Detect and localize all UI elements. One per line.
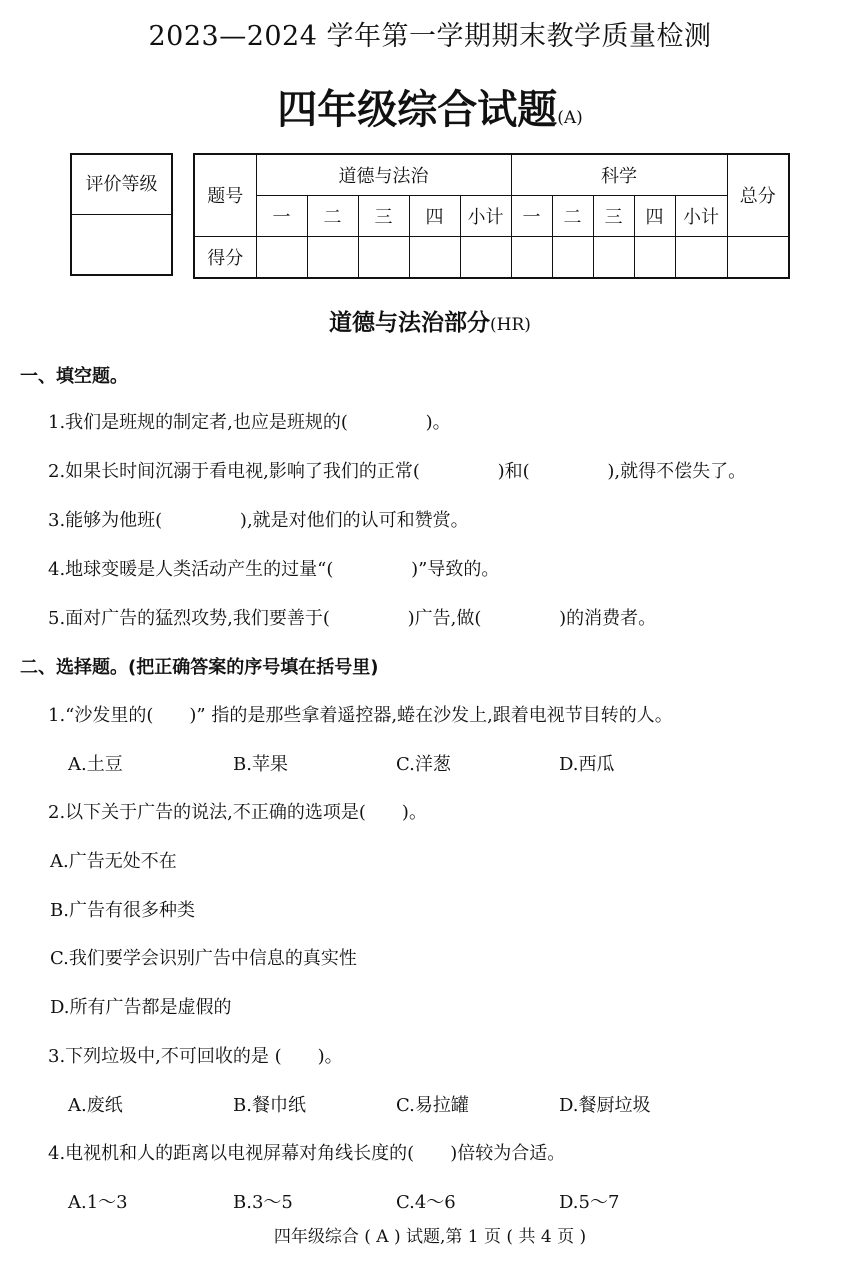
q3-option-c: C.易拉罐 [396, 1095, 469, 1116]
score-cell[interactable] [593, 236, 634, 278]
col-header: 小计 [460, 195, 511, 236]
q1-option-c: C.洋葱 [396, 754, 451, 775]
fill-question-3: 3.能够为他班( ),就是对他们的认可和赞赏。 [48, 510, 469, 531]
section-title-text: 道德与法治部分 [329, 310, 491, 336]
part1-heading: 一、填空题。 [20, 366, 128, 387]
evaluation-box [70, 153, 173, 276]
col-header: 二 [552, 195, 593, 236]
score-table [193, 153, 790, 279]
subject-moral-header: 道德与法治 [256, 154, 511, 195]
q2-option-c: C.我们要学会识别广告中信息的真实性 [50, 948, 357, 969]
page-title [0, 78, 860, 135]
score-cell[interactable] [634, 236, 675, 278]
q1-option-a: A.土豆 [68, 754, 123, 775]
col-header: 一 [256, 195, 307, 236]
question-no-header: 题号 [194, 154, 256, 236]
q4-option-c: C.4～6 [396, 1192, 456, 1213]
col-header: 四 [634, 195, 675, 236]
score-row-label: 得分 [194, 236, 256, 278]
choice-question-1: 1.“沙发里的( )” 指的是那些拿着遥控器,蜷在沙发上,跟着电视节目转的人。 [48, 705, 673, 726]
fill-question-2: 2.如果长时间沉溺于看电视,影响了我们的正常( )和( ),就得不偿失了。 [48, 461, 747, 482]
q2-option-d: D.所有广告都是虚假的 [50, 997, 232, 1018]
col-header: 一 [511, 195, 552, 236]
q4-option-d: D.5～7 [559, 1192, 620, 1213]
q2-option-b: B.广告有很多种类 [50, 900, 195, 921]
score-cell[interactable] [307, 236, 358, 278]
title-suffix: (A) [557, 108, 583, 128]
q3-option-d: D.餐厨垃圾 [559, 1095, 651, 1116]
section-suffix: (HR) [490, 315, 531, 335]
fill-question-1: 1.我们是班规的制定者,也应是班规的( )。 [48, 412, 451, 433]
q4-option-b: B.3～5 [233, 1192, 293, 1213]
col-header: 二 [307, 195, 358, 236]
choice-question-3: 3.下列垃圾中,不可回收的是 ( )。 [48, 1046, 343, 1067]
col-header: 小计 [675, 195, 727, 236]
q2-option-a: A.广告无处不在 [50, 851, 177, 872]
total-header: 总分 [727, 154, 789, 236]
q1-option-d: D.西瓜 [559, 754, 615, 775]
col-header: 三 [593, 195, 634, 236]
exam-header: 2023—2024 学年第一学期期末教学质量检测 [148, 21, 712, 52]
score-cell[interactable] [511, 236, 552, 278]
title-text: 四年级综合试题 [277, 87, 558, 133]
page-footer: 四年级综合 ( A ) 试题,第 1 页 ( 共 4 页 ) [273, 1227, 587, 1247]
score-cell[interactable] [358, 236, 409, 278]
score-cell[interactable] [675, 236, 727, 278]
fill-question-4: 4.地球变暖是人类活动产生的过量“( )”导致的。 [48, 559, 500, 580]
score-cell[interactable] [409, 236, 460, 278]
subject-science-header: 科学 [511, 154, 727, 195]
q4-option-a: A.1～3 [68, 1192, 128, 1213]
fill-question-5: 5.面对广告的猛烈攻势,我们要善于( )广告,做( )的消费者。 [48, 608, 657, 629]
q1-option-b: B.苹果 [233, 754, 288, 775]
q3-option-b: B.餐巾纸 [233, 1095, 306, 1116]
score-cell[interactable] [256, 236, 307, 278]
choice-question-2: 2.以下关于广告的说法,不正确的选项是( )。 [48, 802, 427, 823]
part2-heading: 二、选择题。(把正确答案的序号填在括号里) [20, 657, 379, 678]
evaluation-label: 评价等级 [72, 155, 171, 215]
q3-option-a: A.废纸 [68, 1095, 123, 1116]
col-header: 四 [409, 195, 460, 236]
score-cell[interactable] [552, 236, 593, 278]
score-cell[interactable] [727, 236, 789, 278]
score-cell[interactable] [460, 236, 511, 278]
section-title [0, 304, 860, 337]
col-header: 三 [358, 195, 409, 236]
choice-question-4: 4.电视机和人的距离以电视屏幕对角线长度的( )倍较为合适。 [48, 1143, 566, 1164]
